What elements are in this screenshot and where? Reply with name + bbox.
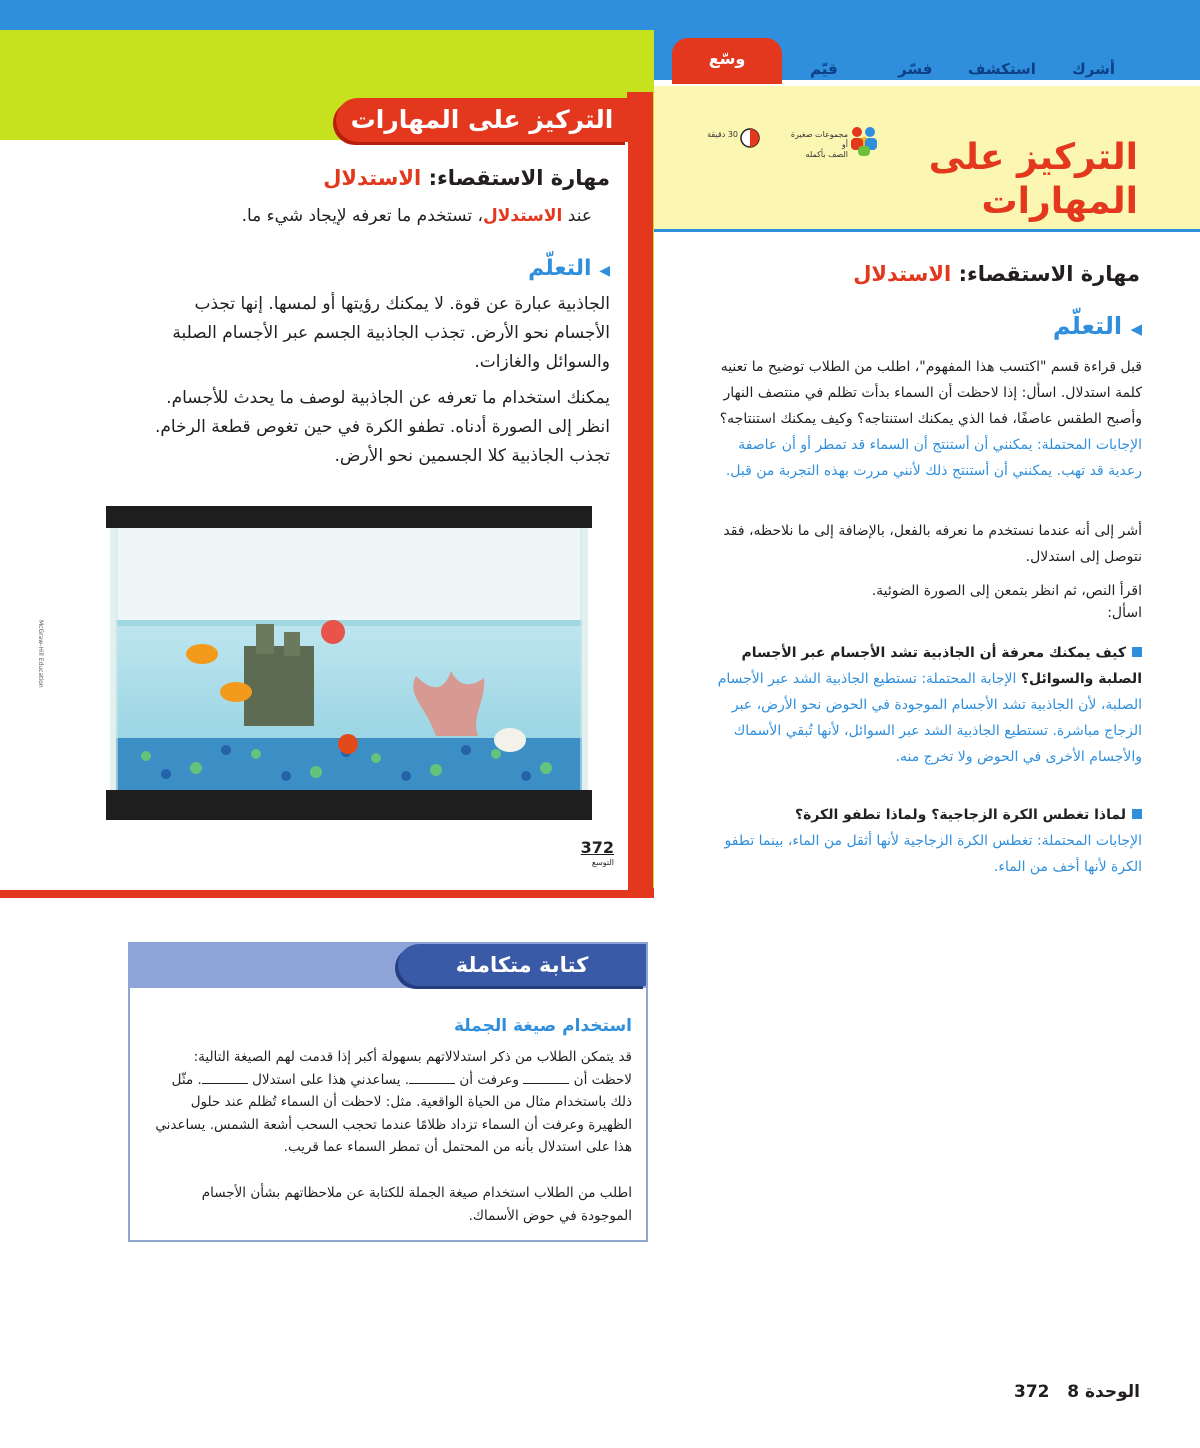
teacher-title-line-1: التركيز على xyxy=(928,137,1138,178)
student-paragraph-1: الجاذبية عبارة عن قوة. لا يمكنك رؤيتها أو لمسها. إنها تجذب الأجسام نحو الأرض. تجذب الجاذبية الجسم عبر الأجسام الصلبة والسوائل والغازات. xyxy=(172,294,610,372)
teacher-paragraph-1-answer: الإجابات المحتملة: يمكنني أن أستنتج أن السماء قد تمطر أو أن عاصفة رعدية قد تهب. يمكنني أن أستنتج ذلك لأنني مررت بهذه التجربة من قبل. xyxy=(725,437,1142,479)
writing-paragraph-2: اطلب من الطلاب استخدام صيغة الجملة للكتابة عن ملاحظاتهم بشأن الأجسام الموجودة في حوض الأسماك. xyxy=(201,1185,632,1224)
definition-post: ، تستخدم ما تعرفه لإيجاد شيء ما. xyxy=(241,206,484,226)
bullet-icon xyxy=(1132,809,1142,819)
time-label: 30 دقيقة xyxy=(707,130,738,139)
writing-heading: استخدام صيغة الجملة xyxy=(453,1016,632,1036)
triangle-icon: ◀ xyxy=(1130,320,1142,338)
definition-word: الاستدلال xyxy=(483,206,563,226)
aquarium-photo xyxy=(106,506,592,822)
teacher-title-line-2: المهارات xyxy=(981,181,1138,222)
footer-unit: الوحدة 8 xyxy=(1067,1382,1140,1402)
student-page-label: التوسع xyxy=(591,858,614,867)
tab-extend[interactable]: وسّع xyxy=(672,38,782,84)
student-skill-heading xyxy=(190,166,610,190)
grouping-label-small: مجموعات صغيرة أو xyxy=(790,130,848,149)
integrated-writing-tab: كتابة متكاملة xyxy=(398,944,646,986)
tab-explain[interactable]: فسّر xyxy=(898,60,933,78)
bullet-icon xyxy=(1132,647,1142,657)
blank-line xyxy=(202,1074,248,1084)
tab-explore[interactable]: استكشف xyxy=(968,60,1036,78)
group-people-icon xyxy=(848,124,880,156)
tab-evaluate[interactable]: قيّم xyxy=(810,60,838,78)
student-page-red-edge xyxy=(627,92,653,898)
blank-line xyxy=(409,1074,455,1084)
footer-page-number: 372 xyxy=(1013,1382,1050,1402)
teacher-skill-heading xyxy=(740,262,1140,286)
student-page-banner: التركيز على المهارات xyxy=(336,98,628,142)
teacher-ask-label: اسأل: xyxy=(1107,605,1142,621)
page-footer xyxy=(940,1382,1140,1402)
student-paragraph-2: يمكنك استخدام ما تعرفه عن الجاذبية لوصف ما يحدث للأجسام. انظر إلى الصورة أدناه. تطفو الكرة في حين تغوص قطعة الرخام. تجذب الجاذبية كلا الجسمين نحو الأرض. xyxy=(154,388,610,466)
teacher-paragraph-3: اقرأ النص، ثم انظر بتمعن إلى الصورة الضوئية. xyxy=(871,583,1142,599)
teacher-paragraph-2: أشر إلى أنه عندما نستخدم ما نعرفه بالفعل، بالإضافة إلى ما نلاحظه، فقد نتوصل إلى استدلال. xyxy=(723,523,1142,565)
student-learn-label: التعلّم xyxy=(528,256,592,281)
student-skill-name: الاستدلال xyxy=(323,166,422,190)
teacher-paragraph-1-text: قبل قراءة قسم "اكتسب هذا المفهوم"، اطلب من الطلاب توضيح ما تعنيه كلمة استدلال. اسأل: إذا لاحظت أن السماء بدأت تظلم في منتصف النهار وأصبح الطقس عاصفًا، فما الذي يمكنك استنتاجه؟ وكيف يمكنك استنتاجه؟ xyxy=(719,359,1142,427)
writing-p1-part-d: . مثّل ذلك باستخدام مثال من الحياة الواقعية. مثل: لاحظت أن السماء تُظلم عند حلول الظهيرة وعرفت أن السماء تزداد ظلامًا عندما تحجب السحب أشعة الشمس. يساعدني هذا على استدلال بأنه من المحتمل أن تمطر السماء عما قريب. xyxy=(155,1071,632,1155)
teacher-paragraph-1 xyxy=(706,354,1142,484)
teacher-skill-name: الاستدلال xyxy=(853,262,952,286)
definition-pre: عند xyxy=(567,206,592,226)
clock-icon xyxy=(740,128,760,148)
question-1-text: كيف يمكنك معرفة أن الجاذبية تشد الأجسام عبر الأجسام الصلبة والسوائل؟ xyxy=(741,645,1142,687)
student-skill-prefix: مهارة الاستقصاء: xyxy=(428,166,610,190)
teacher-question-1 xyxy=(706,640,1142,770)
grouping-label-whole: الصف بأكمله xyxy=(805,150,848,159)
grouping-info xyxy=(700,124,880,164)
photo-credit: McGraw-Hill Education xyxy=(37,620,44,688)
writing-p1-part-b: وعرفت أن xyxy=(459,1071,520,1088)
writing-paragraph-1 xyxy=(152,1046,632,1159)
teacher-learn-label: التعلّم xyxy=(1052,312,1123,340)
teacher-learn-heading xyxy=(942,312,1142,340)
teacher-title xyxy=(878,136,1138,224)
writing-p1-part-c: . يساعدني هذا على استدلال xyxy=(252,1071,410,1088)
teacher-question-2 xyxy=(706,802,1142,880)
student-learn-heading xyxy=(410,256,610,281)
student-page-number: 372 xyxy=(580,838,614,857)
question-2-text: لماذا تغطس الكرة الزجاجية؟ ولماذا تطفو الكرة؟ xyxy=(794,807,1126,823)
student-skill-definition xyxy=(132,206,592,226)
writing-p1-part-a: قد يتمكن الطلاب من ذكر استدلالاتهم بسهولة أكبر إذا قدمت لهم الصيغة التالية: لاحظت أن xyxy=(193,1049,632,1088)
triangle-icon: ◀ xyxy=(599,263,610,279)
tab-engage[interactable]: أشرك xyxy=(1072,60,1115,78)
question-2-answer: الإجابات المحتملة: تغطس الكرة الزجاجية لأنها أثقل من الماء، بينما تطفو الكرة لأنها أخف من الماء. xyxy=(724,833,1142,875)
question-1-answer: الإجابة المحتملة: تستطيع الجاذبية الشد عبر الأجسام الصلبة، لأن الجاذبية تشد الأجسام الموجودة في الحوض نحو الأرض، عبر الزجاج مباشرة. تستطيع الجاذبية الشد عبر السوائل، لأنها تُبقي الأسماك والأجسام الأخرى في الحوض ولا تخرج منه. xyxy=(717,671,1142,765)
blank-line xyxy=(523,1074,569,1084)
teacher-skill-prefix: مهارة الاستقصاء: xyxy=(958,262,1140,286)
